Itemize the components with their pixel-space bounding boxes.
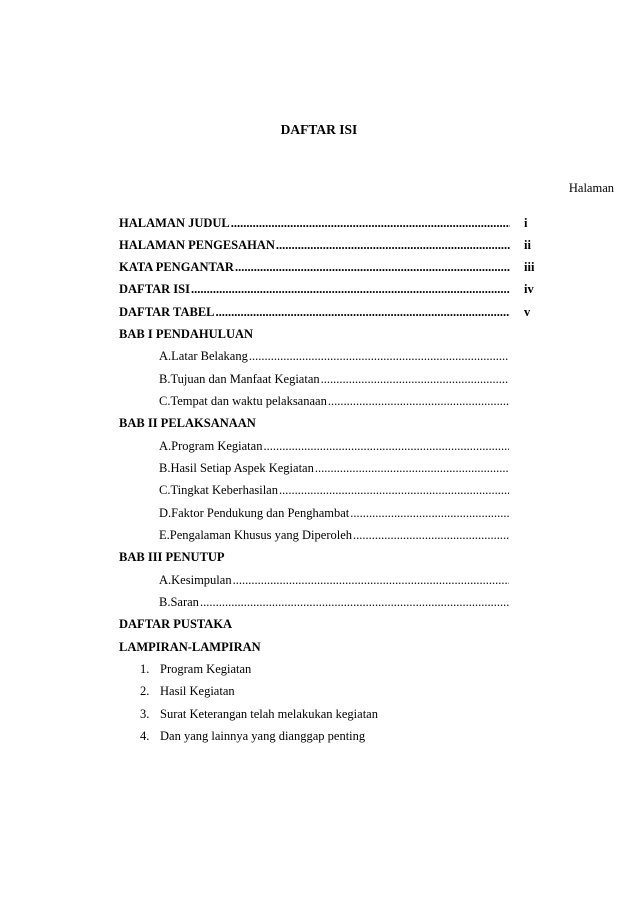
subentry-label: Faktor Pendukung dan Penghambat xyxy=(171,506,350,520)
lampiran-item xyxy=(140,682,235,700)
subentry-letter: B. xyxy=(159,461,171,475)
toc-page-number: ii xyxy=(524,238,531,252)
chapter-heading-bab-2: BAB II PELAKSANAAN xyxy=(119,416,256,430)
leader-dots xyxy=(263,437,509,455)
leader-dots xyxy=(321,370,509,388)
subentry-letter: E. xyxy=(159,528,170,542)
leader-dots xyxy=(315,459,509,477)
subentry-label: Hasil Setiap Aspek Kegiatan xyxy=(170,461,314,475)
leader-dots xyxy=(350,504,509,522)
chapter-heading-bab-1: BAB I PENDAHULUAN xyxy=(119,327,254,341)
subentry-label: Latar Belakang xyxy=(171,349,248,363)
lampiran-item-label: Hasil Kegiatan xyxy=(160,684,235,698)
subentry-label: Tujuan dan Manfaat Kegiatan xyxy=(170,372,320,386)
toc-entry-label: HALAMAN PENGESAHAN xyxy=(119,238,275,252)
leader-dots xyxy=(233,571,509,589)
leader-dots xyxy=(353,526,509,544)
subentry-letter: C. xyxy=(159,394,171,408)
subentry-letter: A. xyxy=(159,573,172,587)
lampiran-item-number: 1. xyxy=(140,662,150,676)
lampiran-item-number: 2. xyxy=(140,684,150,698)
toc-entry-label: DAFTAR ISI xyxy=(119,282,190,296)
heading-daftar-pustaka: DAFTAR PUSTAKA xyxy=(119,617,233,631)
lampiran-item xyxy=(140,660,251,678)
subentry-letter: A. xyxy=(159,349,172,363)
subentry-label: Tempat dan waktu pelaksanaan xyxy=(170,394,327,408)
toc-entry-label: HALAMAN JUDUL xyxy=(119,216,230,230)
toc-page-number: i xyxy=(524,216,528,230)
leader-dots xyxy=(276,236,510,254)
lampiran-item-number: 3. xyxy=(140,707,150,721)
lampiran-item-label: Program Kegiatan xyxy=(160,662,252,676)
toc-page-number: v xyxy=(524,305,531,319)
leader-dots xyxy=(279,481,509,499)
leader-dots xyxy=(328,392,509,410)
subentry-letter: B. xyxy=(159,372,171,386)
subentry-letter: A. xyxy=(159,439,172,453)
toc-entry-label: DAFTAR TABEL xyxy=(119,305,215,319)
heading-lampiran: LAMPIRAN-LAMPIRAN xyxy=(119,640,261,654)
lampiran-item-number: 4. xyxy=(140,729,150,743)
leader-dots xyxy=(231,214,510,232)
leader-dots xyxy=(249,347,509,365)
lampiran-item xyxy=(140,727,365,745)
subentry-label: Saran xyxy=(170,595,199,609)
toc-entry-label: KATA PENGANTAR xyxy=(119,260,234,274)
lampiran-item-label: Surat Keterangan telah melakukan kegiatan xyxy=(160,707,378,721)
subentry-letter: C. xyxy=(159,483,171,497)
toc-page-number: iii xyxy=(524,260,535,274)
leader-dots xyxy=(191,280,510,298)
toc-page-number: iv xyxy=(524,282,534,296)
lampiran-item-label: Dan yang lainnya yang dianggap penting xyxy=(160,729,366,743)
subentry-label: Tingkat Keberhasilan xyxy=(170,483,278,497)
halaman-column-label: Halaman xyxy=(568,181,614,195)
chapter-heading-bab-3: BAB III PENUTUP xyxy=(119,550,225,564)
leader-dots xyxy=(235,258,510,276)
leader-dots xyxy=(216,303,510,321)
subentry-label: Program Kegiatan xyxy=(171,439,263,453)
leader-dots xyxy=(200,593,509,611)
subentry-label: Pengalaman Khusus yang Diperoleh xyxy=(169,528,353,542)
subentry-letter: B. xyxy=(159,595,171,609)
page-title: DAFTAR ISI xyxy=(280,122,358,137)
subentry-letter: D. xyxy=(159,506,172,520)
lampiran-item xyxy=(140,705,378,723)
subentry-label: Kesimpulan xyxy=(171,573,232,587)
